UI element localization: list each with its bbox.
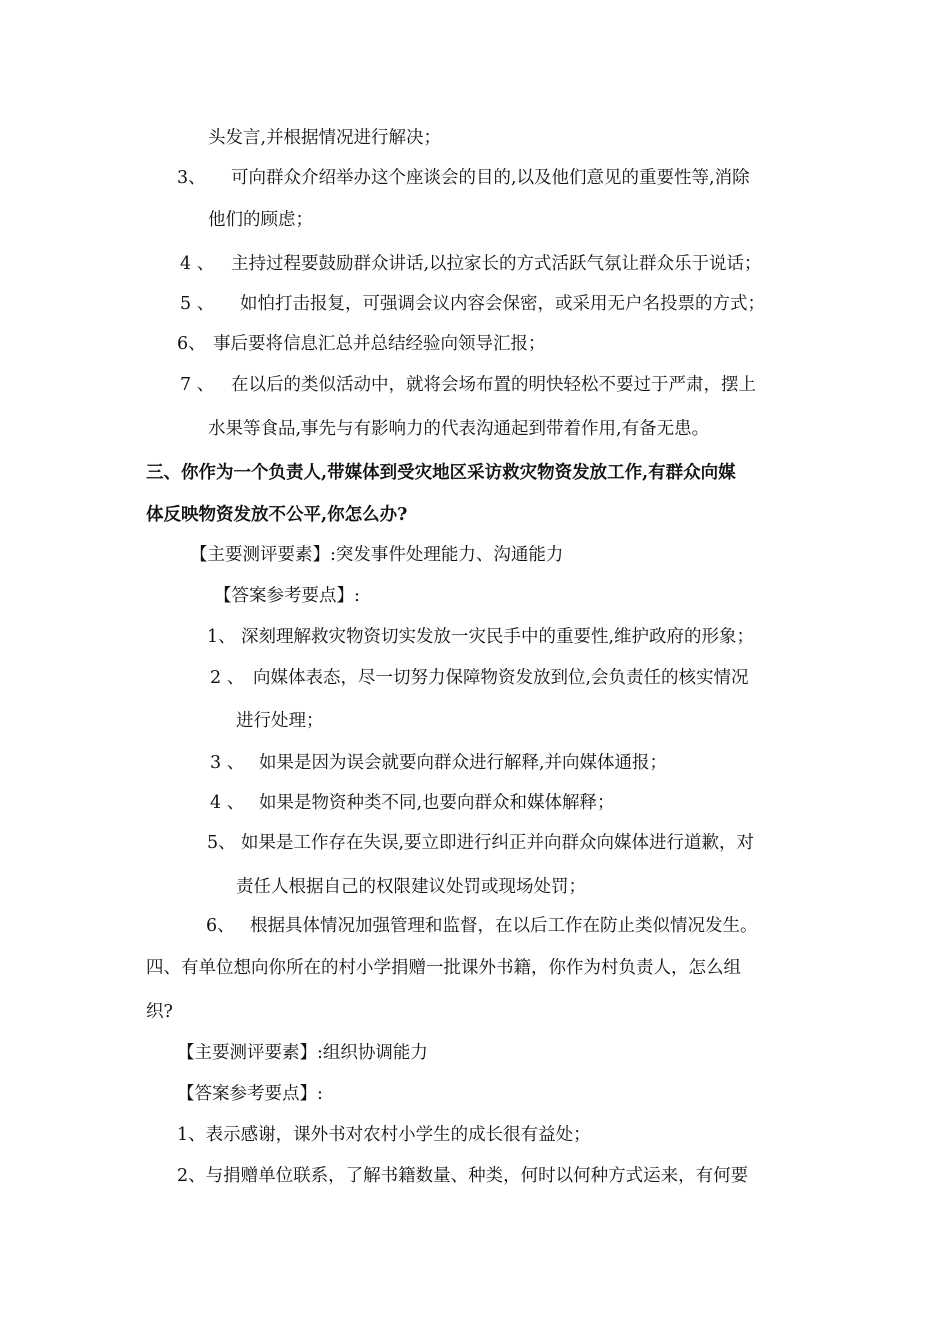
item-text: 主持过程要鼓励群众讲话,以拉家长的方式活跃气氛让群众乐于说话； bbox=[231, 254, 762, 274]
section3-answer-heading: 【答案参考要点】: bbox=[214, 586, 360, 606]
section2-item-3-cont: 他们的顾虑； bbox=[208, 210, 313, 230]
item-number: 2 、 bbox=[210, 668, 245, 688]
section3-item-2 bbox=[210, 666, 749, 690]
section3-item-5-cont: 责任人根据自己的权限建议处罚或现场处罚； bbox=[236, 877, 586, 897]
item-text: 向媒体表态，尽一切努力保障物资发放到位,会负责任的核实情况 bbox=[253, 668, 749, 688]
section3-title: 三、你作为一个负责人,带媒体到受灾地区采访救灾物资发放工作,有群众向媒 bbox=[146, 463, 736, 483]
item-number: 6、 bbox=[206, 916, 235, 936]
section2-item-7-cont: 水果等食品,事先与有影响力的代表沟通起到带着作用,有备无患。 bbox=[208, 419, 710, 439]
item-number: 3 、 bbox=[210, 753, 245, 773]
item-text: 深刻理解救灾物资切实发放一灾民手中的重要性,维护政府的形象； bbox=[241, 627, 755, 647]
item-number: 1、 bbox=[207, 627, 236, 647]
section2-item-5 bbox=[180, 292, 765, 316]
section4-factors: 【主要测评要素】:组织协调能力 bbox=[177, 1043, 428, 1063]
item-text: 如果是工作存在失误,要立即进行纠正并向群众向媒体进行道歉，对 bbox=[241, 833, 755, 853]
section4-title: 四、有单位想向你所在的村小学捐赠一批课外书籍，你作为村负责人，怎么组 bbox=[146, 958, 741, 978]
item-number: 5、 bbox=[207, 833, 236, 853]
item-number: 7 、 bbox=[180, 375, 215, 395]
item-number: 5 、 bbox=[180, 294, 215, 314]
section3-item-5 bbox=[207, 831, 754, 855]
section3-item-3 bbox=[210, 751, 667, 775]
item-text: 根据具体情况加强管理和监督，在以后工作在防止类似情况发生。 bbox=[250, 916, 758, 936]
item-number: 3、 bbox=[177, 168, 206, 188]
section3-item-6 bbox=[206, 914, 758, 938]
section4-item-1: 1、表示感谢，课外书对农村小学生的成长很有益处； bbox=[177, 1125, 591, 1145]
section3-item-2-cont: 进行处理； bbox=[236, 711, 324, 731]
section3-item-4 bbox=[210, 791, 615, 815]
section3-item-1 bbox=[207, 625, 754, 649]
section2-item-4 bbox=[180, 252, 762, 276]
section2-item-7 bbox=[180, 373, 756, 397]
section4-answer-heading: 【答案参考要点】: bbox=[177, 1084, 323, 1104]
section2-cont-line: 头发言,并根据情况进行解决； bbox=[208, 128, 442, 148]
item-number: 6、 bbox=[177, 334, 206, 354]
item-text: 在以后的类似活动中，就将会场布置的明快轻松不要过于严肃，摆上 bbox=[231, 375, 756, 395]
section2-item-3 bbox=[177, 166, 750, 190]
item-number: 4 、 bbox=[210, 793, 245, 813]
item-text: 如怕打击报复，可强调会议内容会保密，或采用无户名投票的方式； bbox=[240, 294, 765, 314]
section3-factors: 【主要测评要素】:突发事件处理能力、沟通能力 bbox=[190, 545, 564, 565]
item-number: 4 、 bbox=[180, 254, 215, 274]
item-text: 事后要将信息汇总并总结经验向领导汇报； bbox=[213, 334, 546, 354]
item-text: 可向群众介绍举办这个座谈会的目的,以及他们意见的重要性等,消除 bbox=[231, 168, 750, 188]
item-text: 如果是因为误会就要向群众进行解释,并向媒体通报； bbox=[259, 753, 668, 773]
item-text: 如果是物资种类不同,也要向群众和媒体解释； bbox=[259, 793, 615, 813]
section3-title-cont: 体反映物资发放不公平,你怎么办? bbox=[146, 505, 408, 525]
section4-title-cont: 织? bbox=[146, 1002, 173, 1022]
section2-item-6 bbox=[177, 332, 546, 356]
section4-item-2: 2、与捐赠单位联系，了解书籍数量、种类，何时以何种方式运来，有何要 bbox=[177, 1166, 749, 1186]
